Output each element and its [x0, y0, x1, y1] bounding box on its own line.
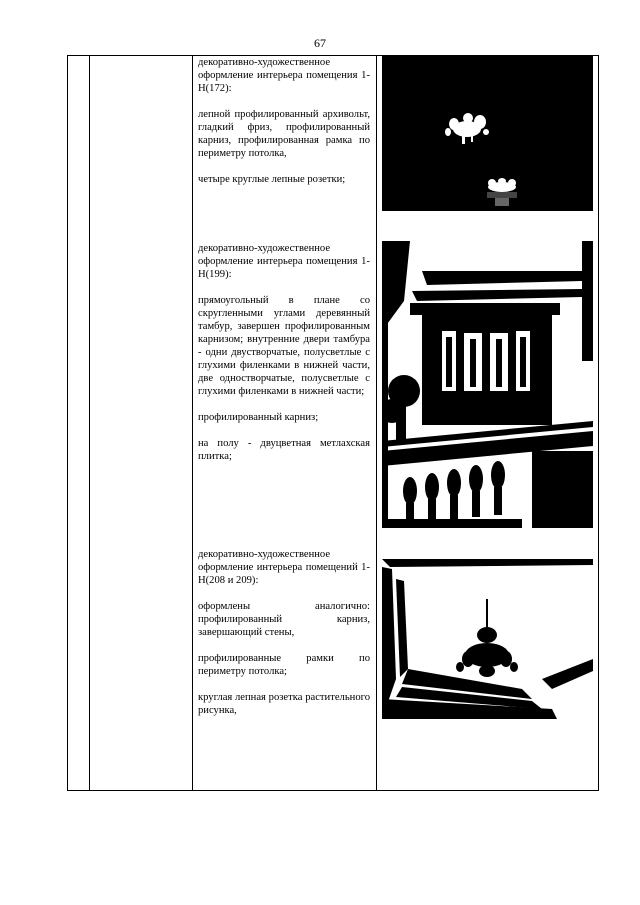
column-divider [376, 55, 377, 791]
column-divider [192, 55, 193, 791]
paragraph: декоративно-художественное оформление интерьера помещения 1-Н(199): [198, 243, 370, 280]
description-cell-1 [198, 56, 370, 186]
chandelier-photo-image [382, 56, 593, 211]
paragraph: профилированный карниз; [198, 412, 319, 423]
paragraph: лепной профилированный архивольт, гладкий фриз, профилированный карниз, профилированная рамка по периметру потолка, [198, 109, 370, 159]
description-cell-3 [198, 548, 370, 717]
paragraph: круглая лепная розетка растительного рисунка, [198, 692, 370, 716]
description-cell-2 [198, 242, 370, 463]
page-number: 67 [314, 36, 326, 50]
column-divider [89, 55, 90, 791]
vestibule-photo [382, 241, 593, 528]
ceiling-photo-image [382, 559, 593, 719]
paragraph: оформлены аналогично: профилированный карниз, завершающий стены, [198, 601, 370, 638]
paragraph: на полу - двуцветная метлахская плитка; [198, 438, 370, 462]
chandelier-photo [382, 56, 593, 211]
paragraph: декоративно-художественное оформление интерьера помещений 1-Н(208 и 209): [198, 549, 370, 586]
paragraph: декоративно-художественное оформление интерьера помещения 1-Н(172): [198, 57, 370, 94]
vestibule-photo-image [382, 241, 593, 528]
paragraph: четыре круглые лепные розетки; [198, 174, 346, 185]
paragraph: профилированные рамки по периметру потолка; [198, 653, 370, 677]
ceiling-photo [382, 559, 593, 719]
paragraph: прямоугольный в плане со скругленными углами деревянный тамбур, завершен профилированным карнизом; внутренние двери тамбура - одни двустворчатые, полусветлые с глухими филенками в нижней части, две одностворчатые, полусветлые с глухими филенками в нижней части; [198, 295, 370, 397]
